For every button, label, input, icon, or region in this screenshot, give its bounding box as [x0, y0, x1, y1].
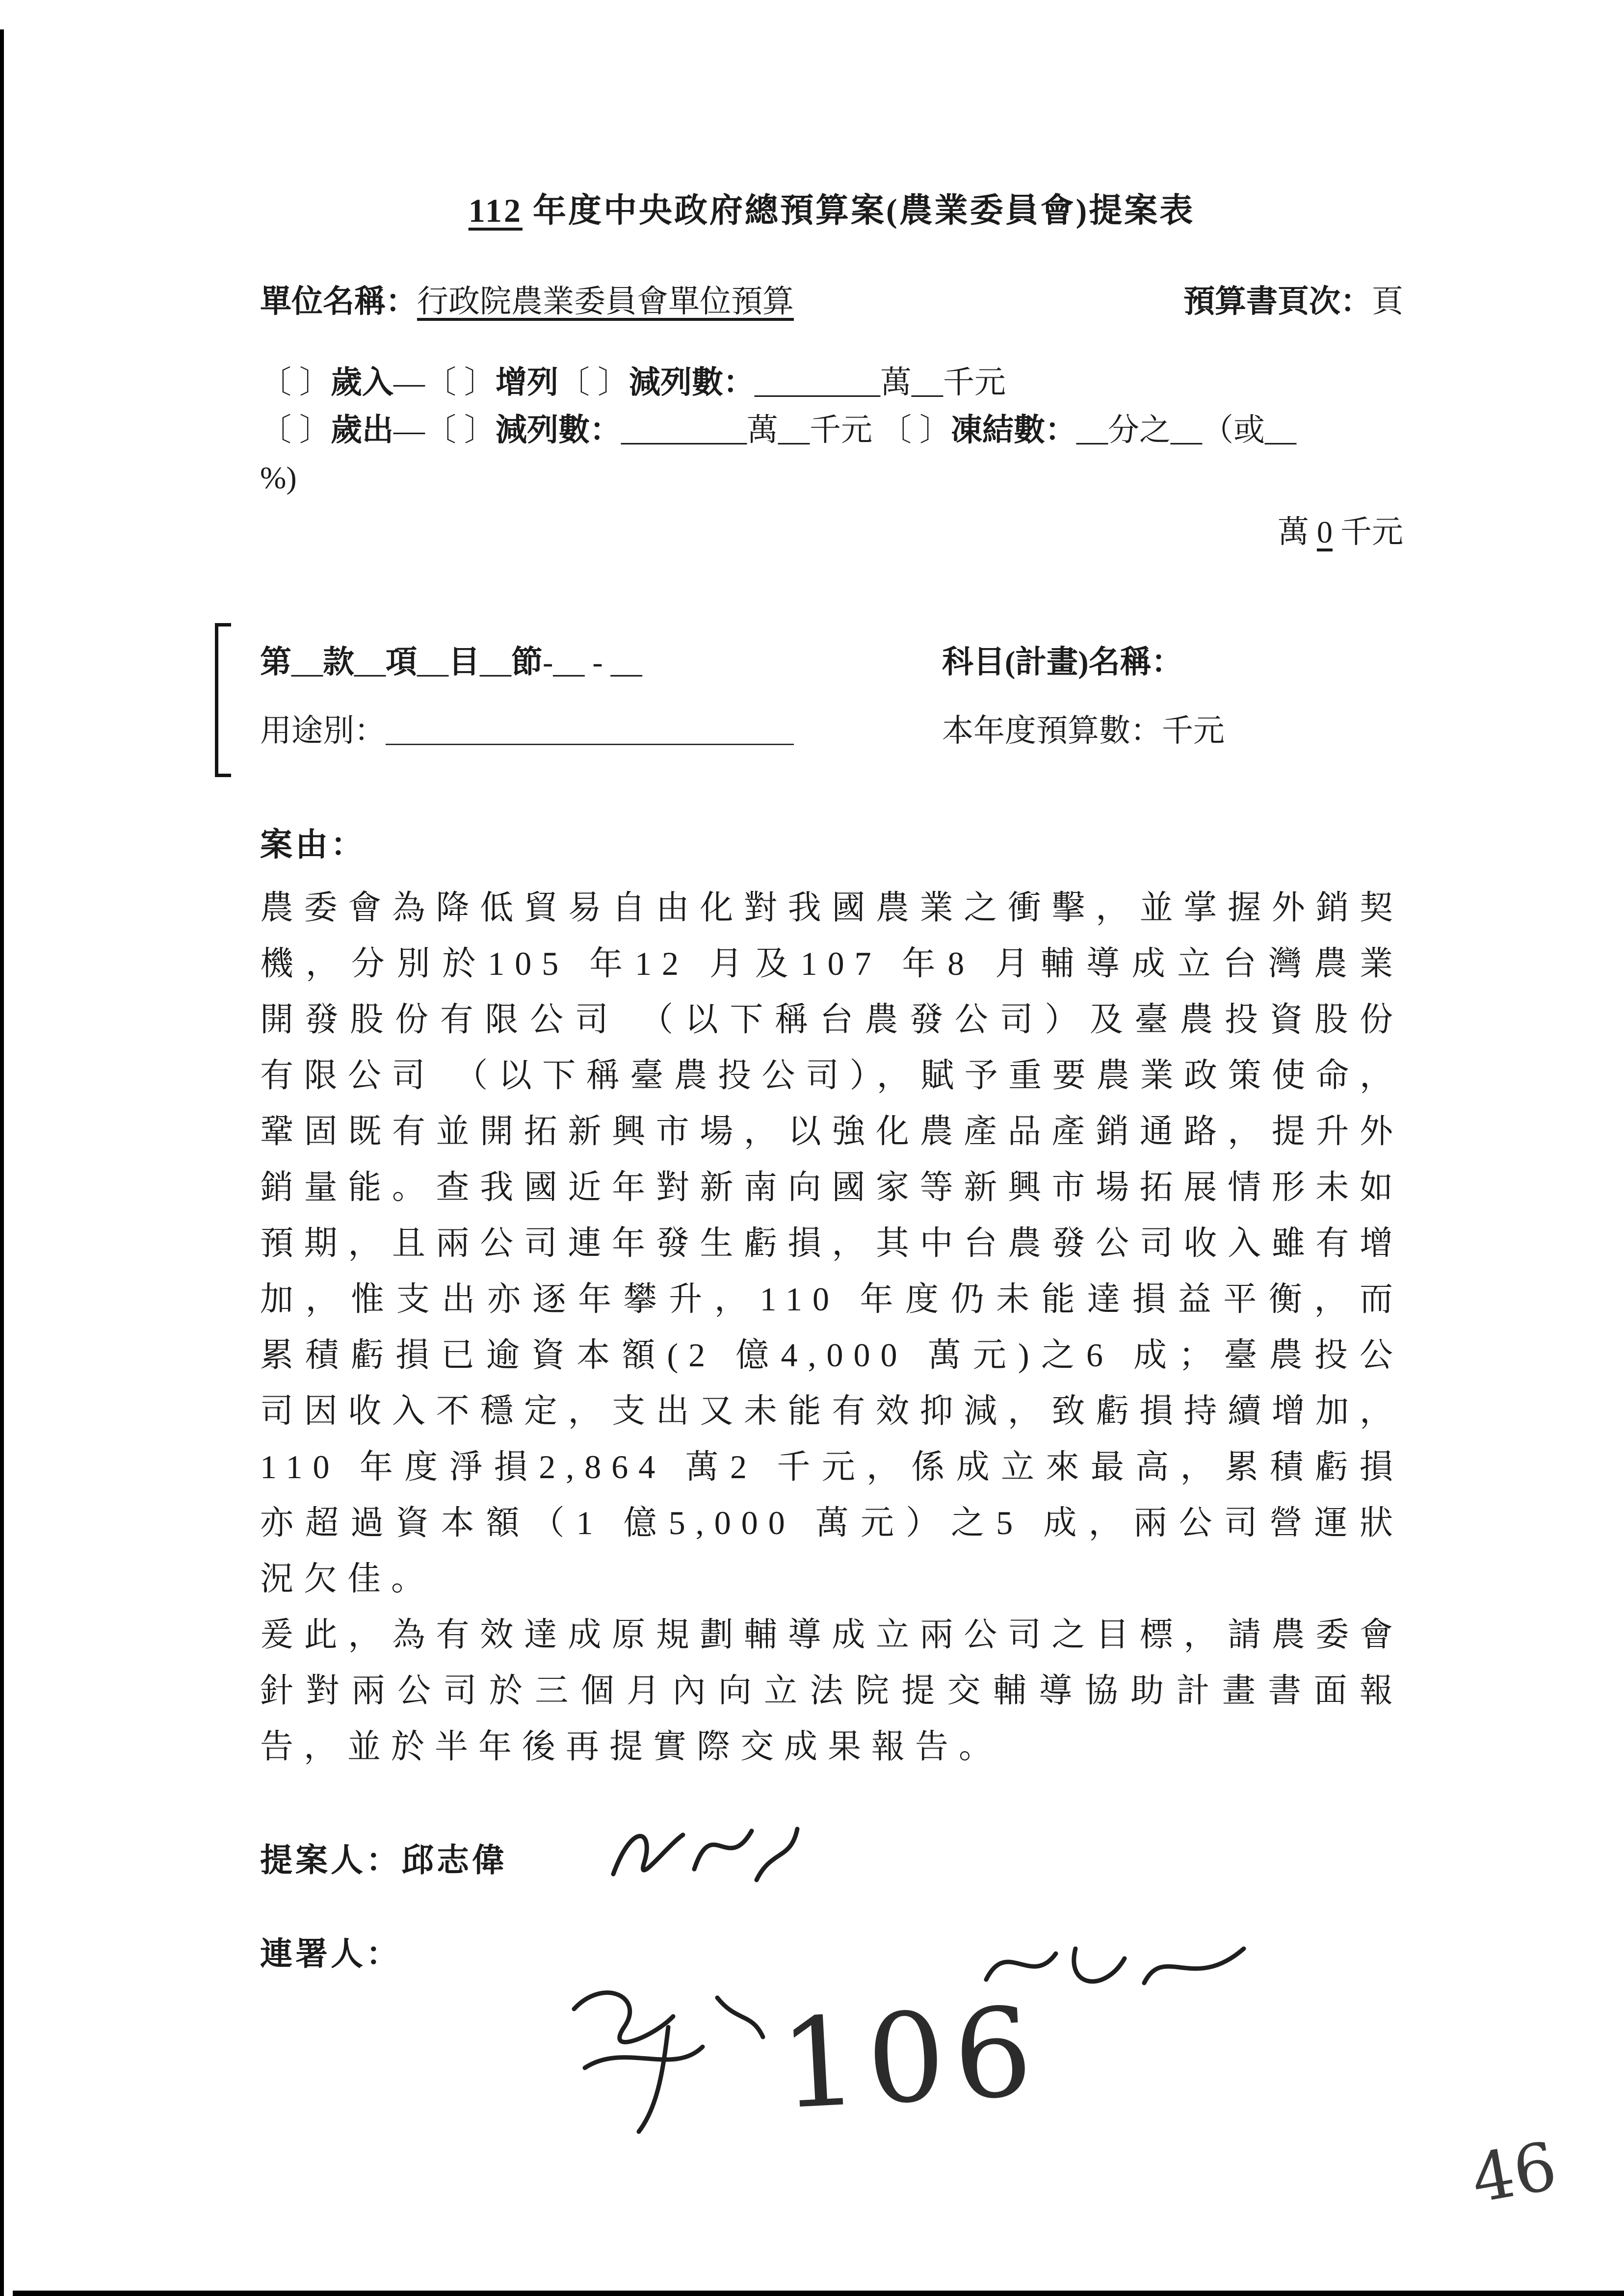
text-segment: ________	[621, 413, 747, 447]
scan-artifact-bottom-edge	[13, 2291, 1624, 2296]
percent-line: %)	[260, 460, 297, 495]
text-segment: __	[354, 645, 386, 679]
subject-name-label	[942, 628, 1403, 697]
section-item-line	[260, 628, 942, 697]
text-segment: -__ - __	[543, 645, 642, 679]
handwritten-corner-number: 46	[1466, 2127, 1563, 2218]
current-year-budget-label	[942, 697, 1403, 765]
subject-rows	[260, 628, 1403, 765]
handwritten-signature-lower	[545, 1967, 780, 2139]
budget-book-page-field	[1183, 278, 1403, 325]
text-segment: 增列	[496, 365, 558, 400]
text-segment: 萬__千元	[880, 365, 1006, 400]
text-segment: 預算書頁次：	[1183, 284, 1372, 319]
expenditure-adjustment-line	[260, 406, 1403, 454]
text-segment: 歲入	[331, 365, 393, 400]
signature-stroke-icon	[599, 1800, 810, 1904]
proposer-label: 提案人：	[260, 1843, 401, 1879]
revenue-adjustment-line	[260, 359, 1403, 406]
document-content	[260, 0, 1403, 1978]
text-segment: 減列數：	[629, 365, 755, 400]
text-segment: 節	[511, 645, 543, 679]
scan-artifact-left-edge	[0, 29, 4, 2296]
text-segment: —	[393, 365, 425, 400]
proposer-row	[260, 1837, 1403, 1884]
unit-name-field	[260, 278, 794, 325]
text-segment: 目	[448, 645, 480, 679]
usage-type-line	[260, 697, 942, 765]
left-bracket-mark	[215, 623, 231, 777]
text-segment: 科目(計畫)名稱：	[942, 645, 1183, 679]
text-segment: 〔 〕	[558, 365, 629, 400]
case-paragraph-2: 爰此，為有效達成原規劃輔導成立兩公司之目標，請農委會針對兩公司於三個月內向立法院提交輔導協助計畫書面報告，並於半年後再提實際交成果報告。	[260, 1616, 1403, 1765]
proposer-name: 邱志偉	[401, 1843, 507, 1879]
text-segment: 用途別：	[260, 713, 386, 748]
text-segment: 萬__千元	[747, 413, 880, 447]
text-segment: 〔 〕	[260, 413, 331, 447]
text-segment: 0	[1317, 515, 1333, 549]
text-segment: 頁	[1372, 284, 1403, 319]
usage-type-row	[260, 697, 1403, 765]
text-segment: 〔 〕	[880, 413, 951, 447]
signature-stroke-icon	[545, 1967, 780, 2139]
text-segment: 112	[468, 192, 523, 229]
text-segment: ＿＿＿＿＿＿＿＿＿＿＿＿＿	[386, 713, 794, 748]
handwritten-signature-proposer	[599, 1800, 810, 1904]
text-segment: 項	[386, 645, 417, 679]
text-segment: 行政院農業委員會單位預算	[417, 284, 794, 319]
text-segment: 減列數：	[496, 413, 621, 447]
text-segment: 〔 〕	[425, 365, 496, 400]
text-segment: 〔 〕	[260, 365, 331, 400]
text-segment: 〔 〕	[425, 413, 496, 447]
text-segment: 年度中央政府總預算案(農業委員會)提案表	[522, 192, 1195, 229]
case-paragraph-1: 農委會為降低貿易自由化對我國農業之衝擊，並掌握外銷契機，分別於105 年12 月及107 年8 月輔導成立台灣農業開發股份有限公司 （以下稱台農發公司）及臺農投資股份有限公司 （以下稱臺農投公司），賦予重要農業政策使命，鞏固既有並開拓新興市場，以強化農產品產銷通路，提升外銷量能。查我國近年對新南向國家等新興市場拓展情形未如預期，且兩公司連年發生虧損，其中台農發公司收入雖有增加，惟支出亦逐年攀升，110 年度仍未能達損益平衡，而累積虧損已逾資本額(2 億4,000 萬元)之6 成；臺農投公司因收入不穩定，支出又未能有效抑減，致虧損持續增加，110 年度淨損2,864 萬2 千元，係成立來最高，累積虧損亦超過資本額（1 億5,000 萬元）之5 成，兩公司營運狀況欠佳。	[260, 889, 1403, 1597]
text-segment: 萬	[1278, 515, 1317, 549]
text-segment: __分之__（或__	[1076, 413, 1296, 447]
handwritten-page-number: 106	[776, 1980, 1045, 2137]
text-segment: 歲出	[331, 413, 393, 447]
text-segment: —	[393, 413, 425, 447]
subject-block	[260, 628, 1403, 765]
case-heading: 案由：	[260, 827, 366, 863]
text-segment: 單位名稱：	[260, 284, 417, 319]
text-segment: __	[480, 645, 511, 679]
text-segment: __	[291, 645, 323, 679]
section-item-row	[260, 628, 1403, 697]
amount-line	[260, 510, 1403, 554]
cosigner-label: 連署人：	[260, 1936, 401, 1972]
unit-name-row	[260, 278, 1403, 325]
text-segment: ________	[755, 365, 880, 400]
text-segment: 款	[323, 645, 354, 679]
text-segment: 凍結數：	[951, 413, 1076, 447]
text-segment: __	[417, 645, 448, 679]
document-title	[260, 184, 1403, 232]
text-segment: 千元	[1333, 515, 1403, 549]
text-segment: 本年度預算數：千元	[942, 713, 1225, 748]
text-segment: 第	[260, 645, 291, 679]
